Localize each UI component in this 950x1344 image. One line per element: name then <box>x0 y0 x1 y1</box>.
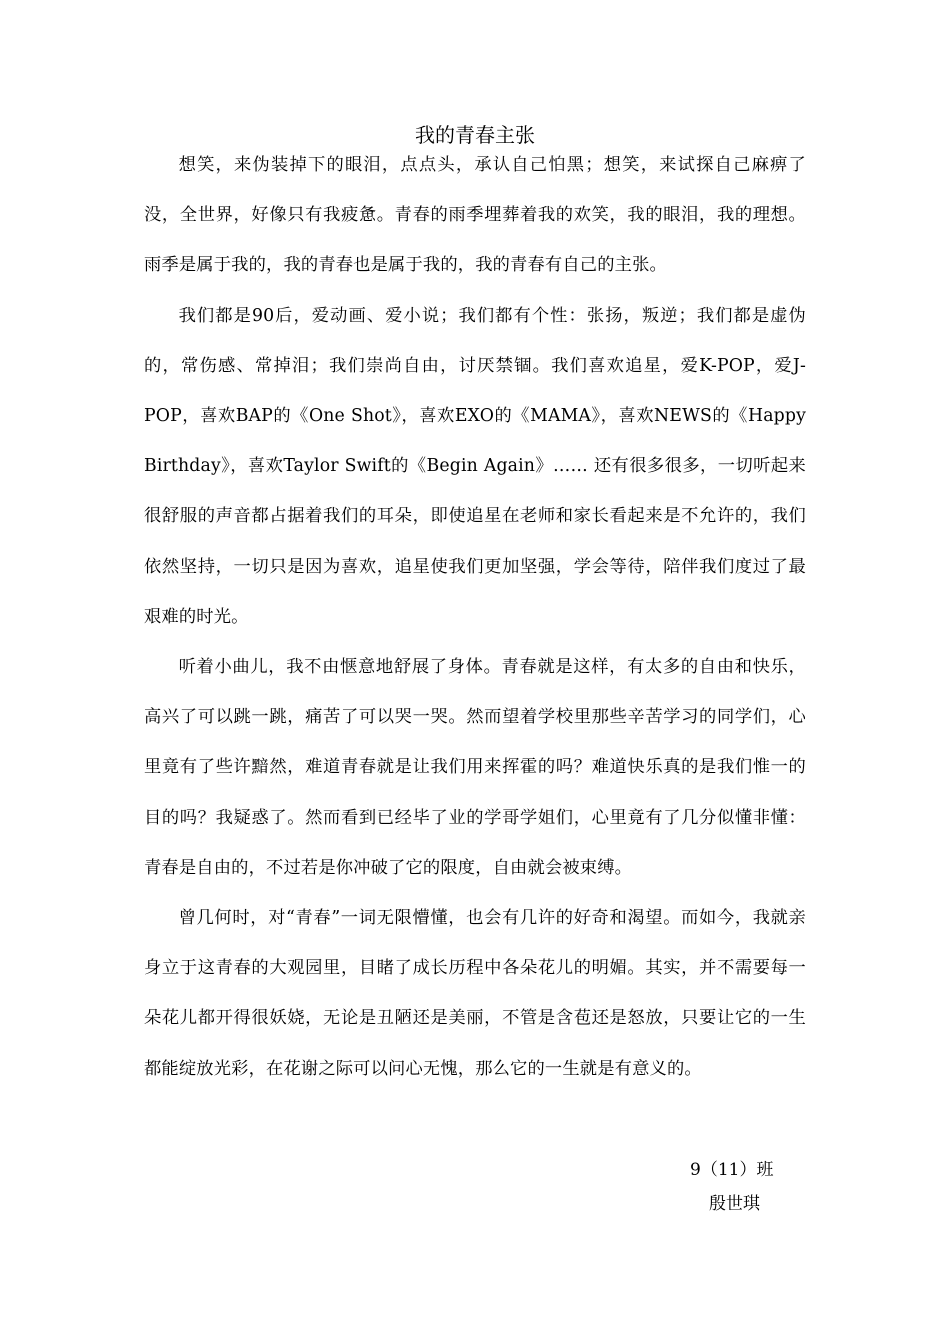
paragraph-3: 听着小曲儿，我不由惬意地舒展了身体。青春就是这样，有太多的自由和快乐，高兴了可以跳一跳，痛苦了可以哭一哭。然而望着学校里那些辛苦学习的同学们，心里竟有了些许黯然，难道青春就是让我们用来挥霍的吗？难道快乐真的是我们惟一的目的吗？我疑惑了。然而看到已经毕了业的学哥学姐们，心里竟有了几分似懂非懂：青春是自由的，不过若是你冲破了它的限度，自由就会被束缚。 <box>144 657 806 878</box>
document-title: 我的青春主张 <box>415 123 535 147</box>
paragraph-1: 想笑，来伪装掉下的眼泪，点点头，承认自己怕黑；想笑，来试探自己麻痹了没，全世界，好像只有我疲惫。青春的雨季埋葬着我的欢笑，我的眼泪，我的理想。雨季是属于我的，我的青春也是属于我的，我的青春有自己的主张。 <box>144 155 806 276</box>
document-body <box>144 140 806 1094</box>
signature-class: 9（11）班 <box>690 1160 774 1180</box>
paragraph-4: 曾几何时，对“青春”一词无限懵懂，也会有几许的好奇和渴望。而如今，我就亲身立于这青春的大观园里，目睹了成长历程中各朵花儿的明媚。其实，并不需要每一朵花儿都开得很妖娆，无论是丑陋还是美丽，不管是含苞还是怒放，只要让它的一生都能绽放光彩，在花谢之际可以问心无愧，那么它的一生就是有意义的。 <box>144 908 806 1079</box>
paragraph-2: 我们都是90后，爱动画、爱小说；我们都有个性：张扬，叛逆；我们都是虚伪的，常伤感、常掉泪；我们崇尚自由，讨厌禁锢。我们喜欢追星，爱K-POP，爱J-POP，喜欢BAP的《One Shot》，喜欢EXO的《MAMA》，喜欢NEWS的《Happy Birthday》，喜欢Taylor Swift的《Begin Again》…… 还有很多很多，一切听起来很舒服的声音都占据着我们的耳朵，即使追星在老师和家长看起来是不允许的，我们依然坚持，一切只是因为喜欢，追星使我们更加坚强，学会等待，陪伴我们度过了最艰难的时光。 <box>144 305 806 627</box>
signature-name: 殷世琪 <box>709 1194 760 1214</box>
